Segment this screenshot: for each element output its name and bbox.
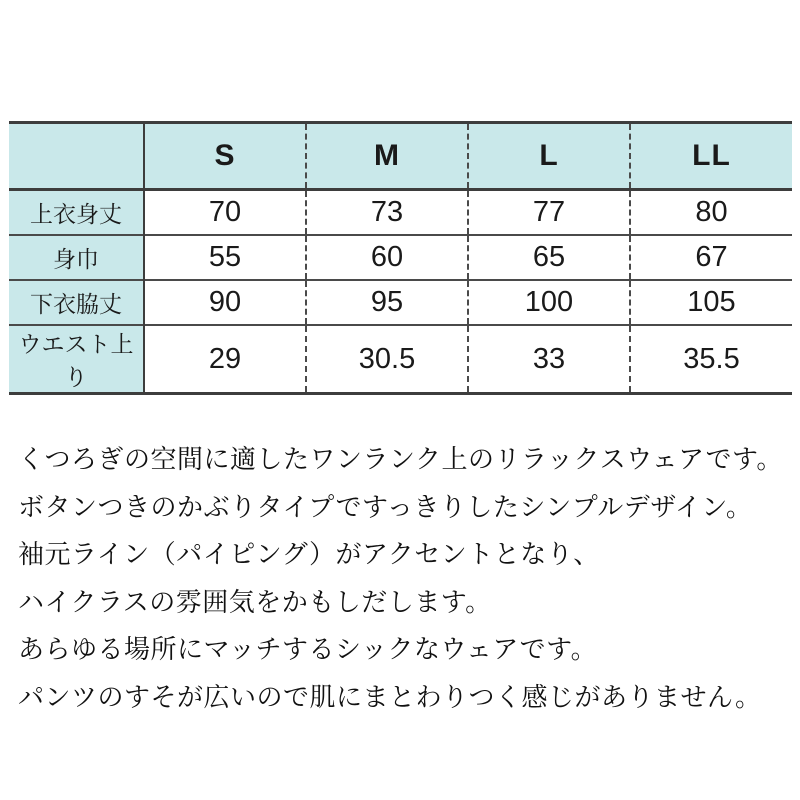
size-chart-corner-cell [9, 123, 144, 190]
row-label-top-length: 上衣身丈 [9, 190, 144, 236]
measurement-value: 105 [630, 280, 792, 325]
row-label-body-width: 身巾 [9, 235, 144, 280]
measurement-value: 30.5 [306, 325, 468, 394]
measurement-row-body-width [9, 235, 792, 280]
measurement-value: 70 [144, 190, 306, 236]
row-label-bottom-side-length: 下衣脇丈 [9, 280, 144, 325]
measurement-row-waist [9, 325, 792, 394]
description-line: あらゆる場所にマッチするシックなウェアです。 [18, 635, 598, 665]
measurement-value: 77 [468, 190, 630, 236]
measurement-value: 100 [468, 280, 630, 325]
description-line: 袖元ライン（パイピング）がアクセントとなり、 [18, 540, 600, 570]
measurement-value: 67 [630, 235, 792, 280]
size-column-header-l: L [468, 123, 630, 190]
measurement-value: 33 [468, 325, 630, 394]
description-line: ハイクラスの雰囲気をかもしだします。 [18, 587, 492, 618]
measurement-row-bottom-side-length [9, 280, 792, 325]
measurement-value: 73 [306, 190, 468, 236]
measurement-value: 90 [144, 280, 306, 325]
product-description [18, 437, 790, 722]
row-label-waist: ウエスト上り [9, 325, 144, 394]
measurement-value: 55 [144, 235, 306, 280]
measurement-value: 95 [306, 280, 468, 325]
size-column-header-m: M [306, 123, 468, 190]
measurement-value: 29 [144, 325, 306, 394]
size-column-header-ll: LL [630, 123, 792, 190]
measurement-value: 80 [630, 190, 792, 236]
measurement-value: 65 [468, 235, 630, 280]
size-header-row [9, 123, 792, 190]
measurement-value: 60 [306, 235, 468, 280]
description-line: くつろぎの空間に適したワンランク上のリラックスウェアです。 [18, 445, 783, 475]
size-chart-table [9, 121, 792, 395]
measurement-value: 35.5 [630, 325, 792, 394]
measurement-row-top-length [9, 190, 792, 236]
description-line: ボタンつきのかぶりタイプですっきりしたシンプルデザイン。 [18, 492, 753, 523]
size-column-header-s: S [144, 123, 306, 190]
description-line: パンツのすそが広いので肌にまとわりつく感じがありません。 [18, 682, 762, 713]
